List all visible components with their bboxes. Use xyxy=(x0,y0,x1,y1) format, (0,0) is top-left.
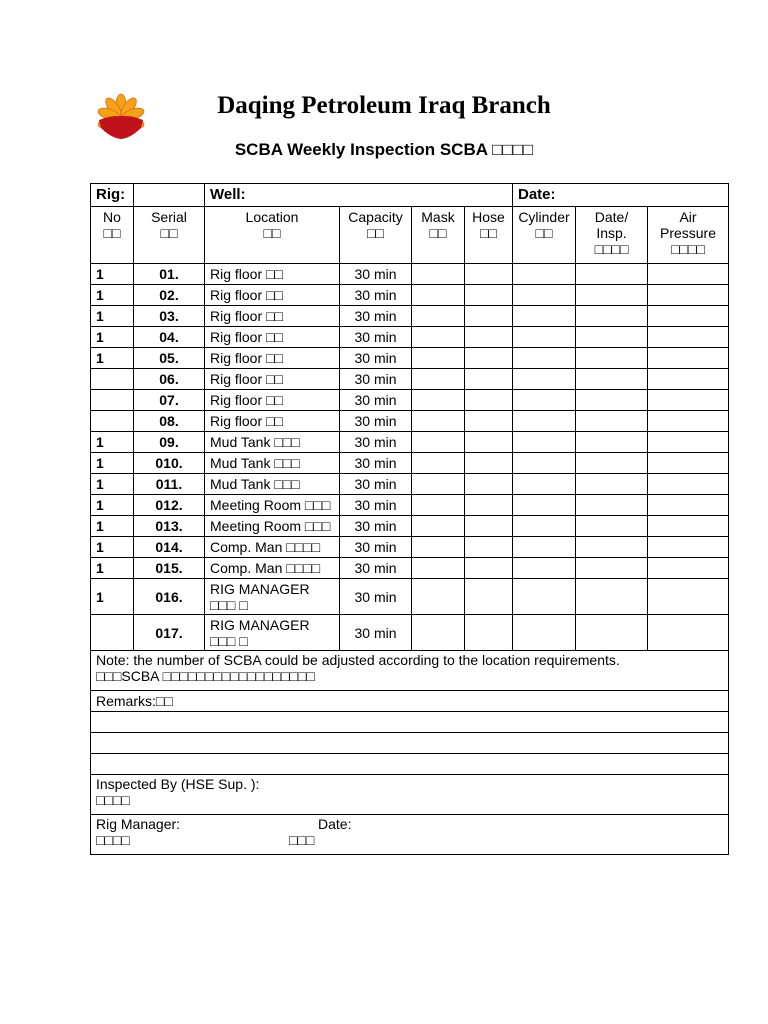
cell-hose[interactable] xyxy=(465,411,513,432)
cell-date-insp[interactable] xyxy=(576,411,648,432)
cell-serial: 02. xyxy=(134,285,205,306)
cell-location: Comp. Man □□□□ xyxy=(205,537,340,558)
cell-location: Rig floor □□ xyxy=(205,264,340,285)
col-air-pressure: Air Pressure □□□□ xyxy=(648,207,729,264)
cell-mask[interactable] xyxy=(412,579,465,615)
col-no: No □□ xyxy=(91,207,134,264)
cell-no: 1 xyxy=(91,453,134,474)
cell-location: Rig floor □□ xyxy=(205,369,340,390)
cell-location: RIG MANAGER □□□ □ xyxy=(205,615,340,651)
cell-hose[interactable] xyxy=(465,369,513,390)
remarks-label: Remarks:□□ xyxy=(91,691,729,712)
cell-no: 1 xyxy=(91,306,134,327)
cell-air-pressure[interactable] xyxy=(648,285,729,306)
cell-date-insp[interactable] xyxy=(576,390,648,411)
cell-serial: 010. xyxy=(134,453,205,474)
remarks-line xyxy=(91,712,729,733)
cell-serial: 09. xyxy=(134,432,205,453)
cell-mask[interactable] xyxy=(412,495,465,516)
inspected-by-label-cn: □□□□ xyxy=(96,792,130,808)
cell-date-insp[interactable] xyxy=(576,579,648,615)
cell-air-pressure[interactable] xyxy=(648,474,729,495)
scba-inspection-table xyxy=(90,183,729,855)
cell-no: 1 xyxy=(91,558,134,579)
sign-date-label-cn: □□□ xyxy=(289,832,315,848)
col-mask: Mask □□ xyxy=(412,207,465,264)
cell-capacity: 30 min xyxy=(340,306,412,327)
inspected-by-field[interactable] xyxy=(91,775,729,815)
cell-location: Rig floor □□ xyxy=(205,306,340,327)
cell-no: 1 xyxy=(91,348,134,369)
cell-date-insp[interactable] xyxy=(576,495,648,516)
cell-hose[interactable] xyxy=(465,306,513,327)
well-field[interactable] xyxy=(205,184,513,207)
cell-capacity: 30 min xyxy=(340,474,412,495)
cell-capacity: 30 min xyxy=(340,411,412,432)
cell-mask[interactable] xyxy=(412,369,465,390)
table-row xyxy=(91,369,729,390)
cell-date-insp[interactable] xyxy=(576,453,648,474)
cell-date-insp[interactable] xyxy=(576,474,648,495)
rig-manager-field[interactable] xyxy=(91,815,729,855)
cell-capacity: 30 min xyxy=(340,327,412,348)
inspected-by-row xyxy=(91,775,729,815)
cell-location: Rig floor □□ xyxy=(205,411,340,432)
cell-serial: 07. xyxy=(134,390,205,411)
column-header-row xyxy=(91,207,729,264)
cell-cylinder[interactable] xyxy=(513,369,576,390)
rig-manager-row xyxy=(91,815,729,855)
table-row xyxy=(91,474,729,495)
cell-air-pressure[interactable] xyxy=(648,432,729,453)
cell-location: Mud Tank □□□ xyxy=(205,474,340,495)
cell-location: Rig floor □□ xyxy=(205,285,340,306)
cell-mask[interactable] xyxy=(412,264,465,285)
cell-air-pressure[interactable] xyxy=(648,537,729,558)
cell-air-pressure[interactable] xyxy=(648,306,729,327)
cell-cylinder[interactable] xyxy=(513,516,576,537)
cell-no: 1 xyxy=(91,432,134,453)
cell-no: 1 xyxy=(91,495,134,516)
remarks-line xyxy=(91,733,729,754)
cell-serial: 01. xyxy=(134,264,205,285)
cell-cylinder[interactable] xyxy=(513,432,576,453)
cell-air-pressure[interactable] xyxy=(648,615,729,651)
cell-date-insp[interactable] xyxy=(576,306,648,327)
sign-date-label: Date: xyxy=(318,816,352,832)
cell-air-pressure[interactable] xyxy=(648,369,729,390)
remarks-field-3[interactable] xyxy=(91,754,729,775)
cell-capacity: 30 min xyxy=(340,558,412,579)
cell-date-insp[interactable] xyxy=(576,432,648,453)
cell-date-insp[interactable] xyxy=(576,327,648,348)
col-date-insp: Date/ Insp. □□□□ xyxy=(576,207,648,264)
cell-air-pressure[interactable] xyxy=(648,327,729,348)
form-header-row xyxy=(91,184,729,207)
table-row xyxy=(91,516,729,537)
cell-serial: 016. xyxy=(134,579,205,615)
table-row xyxy=(91,411,729,432)
cell-hose[interactable] xyxy=(465,453,513,474)
cell-location: Mud Tank □□□ xyxy=(205,432,340,453)
cell-cylinder[interactable] xyxy=(513,453,576,474)
table-row xyxy=(91,348,729,369)
cell-mask[interactable] xyxy=(412,558,465,579)
cell-cylinder[interactable] xyxy=(513,537,576,558)
cell-no xyxy=(91,411,134,432)
cell-mask[interactable] xyxy=(412,432,465,453)
table-row xyxy=(91,390,729,411)
cell-capacity: 30 min xyxy=(340,516,412,537)
note-cell xyxy=(91,651,729,691)
cell-hose[interactable] xyxy=(465,558,513,579)
cell-serial: 014. xyxy=(134,537,205,558)
cell-date-insp[interactable] xyxy=(576,264,648,285)
rig-label: Rig: xyxy=(91,184,134,207)
cell-mask[interactable] xyxy=(412,327,465,348)
cell-date-insp[interactable] xyxy=(576,516,648,537)
cell-no: 1 xyxy=(91,579,134,615)
cell-air-pressure[interactable] xyxy=(648,516,729,537)
cell-mask[interactable] xyxy=(412,306,465,327)
col-capacity: Capacity □□ xyxy=(340,207,412,264)
cell-hose[interactable] xyxy=(465,516,513,537)
cell-no: 1 xyxy=(91,516,134,537)
rig-manager-label-cn: □□□□ xyxy=(96,832,130,848)
cell-air-pressure[interactable] xyxy=(648,390,729,411)
cell-date-insp[interactable] xyxy=(576,615,648,651)
cell-air-pressure[interactable] xyxy=(648,579,729,615)
cell-serial: 017. xyxy=(134,615,205,651)
cell-hose[interactable] xyxy=(465,327,513,348)
cell-date-insp[interactable] xyxy=(576,285,648,306)
cell-no: 1 xyxy=(91,327,134,348)
date-label: Date: xyxy=(518,186,556,203)
cell-mask[interactable] xyxy=(412,390,465,411)
page-title: Daqing Petroleum Iraq Branch xyxy=(217,92,551,119)
remarks-field-2[interactable] xyxy=(91,733,729,754)
cell-location: Rig floor □□ xyxy=(205,327,340,348)
table-row xyxy=(91,327,729,348)
cell-capacity: 30 min xyxy=(340,369,412,390)
cell-hose[interactable] xyxy=(465,474,513,495)
cell-capacity: 30 min xyxy=(340,453,412,474)
cell-air-pressure[interactable] xyxy=(648,264,729,285)
cell-location: RIG MANAGER □□□ □ xyxy=(205,579,340,615)
cell-date-insp[interactable] xyxy=(576,348,648,369)
cell-hose[interactable] xyxy=(465,285,513,306)
cell-location: Rig floor □□ xyxy=(205,348,340,369)
cell-cylinder[interactable] xyxy=(513,411,576,432)
cell-mask[interactable] xyxy=(412,516,465,537)
cell-air-pressure[interactable] xyxy=(648,348,729,369)
cell-cylinder[interactable] xyxy=(513,558,576,579)
cell-cylinder[interactable] xyxy=(513,495,576,516)
table-row xyxy=(91,306,729,327)
cell-serial: 05. xyxy=(134,348,205,369)
cell-no: 1 xyxy=(91,537,134,558)
cell-serial: 011. xyxy=(134,474,205,495)
cell-location: Comp. Man □□□□ xyxy=(205,558,340,579)
cell-cylinder[interactable] xyxy=(513,306,576,327)
cell-cylinder[interactable] xyxy=(513,474,576,495)
cell-hose[interactable] xyxy=(465,390,513,411)
cell-no: 1 xyxy=(91,285,134,306)
cell-hose[interactable] xyxy=(465,537,513,558)
cell-hose[interactable] xyxy=(465,348,513,369)
cell-hose[interactable] xyxy=(465,579,513,615)
cell-location: Meeting Room □□□ xyxy=(205,495,340,516)
cell-capacity: 30 min xyxy=(340,615,412,651)
cell-serial: 012. xyxy=(134,495,205,516)
cell-mask[interactable] xyxy=(412,285,465,306)
cell-cylinder[interactable] xyxy=(513,264,576,285)
cell-air-pressure[interactable] xyxy=(648,453,729,474)
cell-cylinder[interactable] xyxy=(513,285,576,306)
cell-cylinder[interactable] xyxy=(513,390,576,411)
cell-capacity: 30 min xyxy=(340,285,412,306)
note-text-cn: □□□SCBA □□□□□□□□□□□□□□□□□□ xyxy=(96,668,315,684)
inspected-by-label: Inspected By (HSE Sup. ): xyxy=(96,776,260,792)
cell-mask[interactable] xyxy=(412,615,465,651)
note-row xyxy=(91,651,729,691)
cell-location: Rig floor □□ xyxy=(205,390,340,411)
cell-location: Mud Tank □□□ xyxy=(205,453,340,474)
table-row xyxy=(91,495,729,516)
cell-air-pressure[interactable] xyxy=(648,411,729,432)
table-row xyxy=(91,615,729,651)
cell-serial: 08. xyxy=(134,411,205,432)
cell-air-pressure[interactable] xyxy=(648,495,729,516)
note-text: Note: the number of SCBA could be adjusted according to the location requirements. xyxy=(96,652,620,668)
col-serial: Serial □□ xyxy=(134,207,205,264)
cell-serial: 015. xyxy=(134,558,205,579)
date-field[interactable] xyxy=(513,184,729,207)
cell-no xyxy=(91,369,134,390)
cell-capacity: 30 min xyxy=(340,432,412,453)
cell-cylinder[interactable] xyxy=(513,615,576,651)
page-subtitle: SCBA Weekly Inspection SCBA □□□□ xyxy=(234,140,534,159)
cell-serial: 03. xyxy=(134,306,205,327)
cell-capacity: 30 min xyxy=(340,495,412,516)
rig-field[interactable] xyxy=(134,184,205,207)
cell-serial: 013. xyxy=(134,516,205,537)
cell-no xyxy=(91,390,134,411)
cell-hose[interactable] xyxy=(465,264,513,285)
remarks-row xyxy=(91,691,729,712)
cell-serial: 06. xyxy=(134,369,205,390)
cell-hose[interactable] xyxy=(465,615,513,651)
cell-no: 1 xyxy=(91,474,134,495)
cell-mask[interactable] xyxy=(412,348,465,369)
table-row xyxy=(91,537,729,558)
well-label: Well: xyxy=(210,186,246,203)
cell-serial: 04. xyxy=(134,327,205,348)
cell-capacity: 30 min xyxy=(340,537,412,558)
inspection-rows xyxy=(91,264,729,651)
cell-capacity: 30 min xyxy=(340,390,412,411)
table-row xyxy=(91,579,729,615)
cell-cylinder[interactable] xyxy=(513,579,576,615)
cell-date-insp[interactable] xyxy=(576,369,648,390)
remarks-field-1[interactable] xyxy=(91,712,729,733)
remarks-line xyxy=(91,754,729,775)
cell-no: 1 xyxy=(91,264,134,285)
cell-location: Meeting Room □□□ xyxy=(205,516,340,537)
cell-air-pressure[interactable] xyxy=(648,558,729,579)
rig-manager-label: Rig Manager: xyxy=(96,816,181,832)
cell-capacity: 30 min xyxy=(340,264,412,285)
cell-mask[interactable] xyxy=(412,411,465,432)
cell-capacity: 30 min xyxy=(340,579,412,615)
cell-mask[interactable] xyxy=(412,474,465,495)
col-cylinder: Cylinder □□ xyxy=(513,207,576,264)
cell-date-insp[interactable] xyxy=(576,558,648,579)
table-row xyxy=(91,285,729,306)
cell-capacity: 30 min xyxy=(340,348,412,369)
table-row xyxy=(91,264,729,285)
cell-cylinder[interactable] xyxy=(513,327,576,348)
cell-mask[interactable] xyxy=(412,537,465,558)
col-hose: Hose □□ xyxy=(465,207,513,264)
cell-hose[interactable] xyxy=(465,495,513,516)
table-row xyxy=(91,432,729,453)
cell-cylinder[interactable] xyxy=(513,348,576,369)
table-row xyxy=(91,453,729,474)
cell-mask[interactable] xyxy=(412,453,465,474)
table-row xyxy=(91,558,729,579)
col-location: Location □□ xyxy=(205,207,340,264)
cell-no xyxy=(91,615,134,651)
cell-date-insp[interactable] xyxy=(576,537,648,558)
cell-hose[interactable] xyxy=(465,432,513,453)
